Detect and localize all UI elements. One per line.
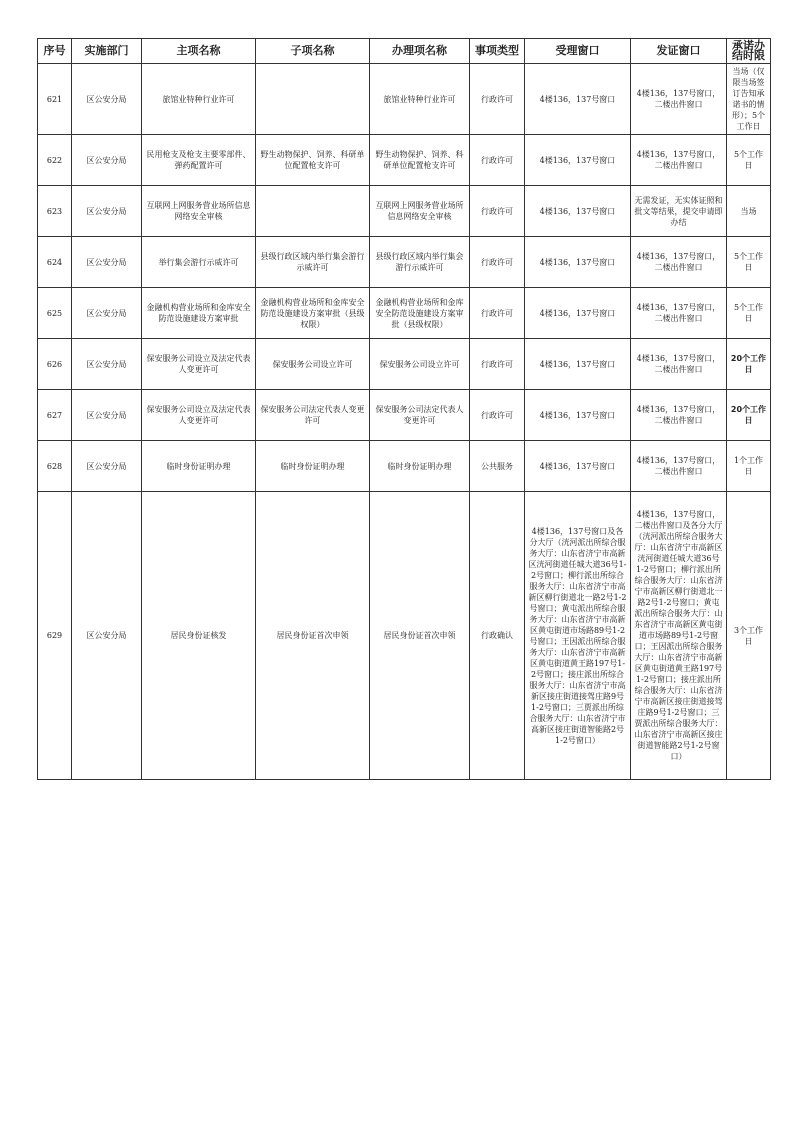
cell-dept: 区公安分局: [72, 288, 142, 339]
header-sub-item: 子项名称: [256, 39, 370, 64]
cell-main-item: 保安服务公司设立及法定代表人变更许可: [142, 390, 256, 441]
cell-type: 行政确认: [470, 492, 525, 780]
cell-dept: 区公安分局: [72, 339, 142, 390]
cell-seq: 623: [38, 186, 72, 237]
cell-seq: 627: [38, 390, 72, 441]
cell-promise: 5个工作日: [727, 288, 771, 339]
cell-issue-window: 4楼136，137号窗口，二楼出件窗口: [631, 339, 727, 390]
cell-promise: 5个工作日: [727, 237, 771, 288]
table-row: [38, 390, 771, 441]
table-row: [38, 339, 771, 390]
header-type: 事项类型: [470, 39, 525, 64]
cell-handle-item: 居民身份证首次申领: [370, 492, 470, 780]
cell-accept-window: 4楼136，137号窗口: [525, 64, 631, 135]
cell-accept-window: 4楼136，137号窗口: [525, 186, 631, 237]
cell-dept: 区公安分局: [72, 237, 142, 288]
header-accept-window: 受理窗口: [525, 39, 631, 64]
cell-handle-item: 县级行政区域内举行集会游行示威许可: [370, 237, 470, 288]
cell-promise: 3个工作日: [727, 492, 771, 780]
cell-main-item: 金融机构营业场所和金库安全防范设施建设方案审批: [142, 288, 256, 339]
cell-seq: 626: [38, 339, 72, 390]
cell-sub-item: 保安服务公司设立许可: [256, 339, 370, 390]
cell-seq: 629: [38, 492, 72, 780]
cell-handle-item: 金融机构营业场所和金库安全防范设施建设方案审批（县级权限）: [370, 288, 470, 339]
cell-issue-window: 无需发证，无实体证照和批文等结果，提交申请即办结: [631, 186, 727, 237]
cell-issue-window: 4楼136，137号窗口，二楼出件窗口: [631, 237, 727, 288]
cell-accept-window: 4楼136，137号窗口: [525, 288, 631, 339]
cell-handle-item: 保安服务公司法定代表人变更许可: [370, 390, 470, 441]
cell-main-item: 居民身份证核发: [142, 492, 256, 780]
cell-main-item: 旅馆业特种行业许可: [142, 64, 256, 135]
cell-seq: 624: [38, 237, 72, 288]
table-row: [38, 288, 771, 339]
cell-main-item: 互联网上网服务营业场所信息网络安全审核: [142, 186, 256, 237]
services-table: [37, 38, 771, 780]
table-row: [38, 186, 771, 237]
cell-issue-window: 4楼136，137号窗口，二楼出件窗口: [631, 64, 727, 135]
cell-accept-window: 4楼136，137号窗口: [525, 237, 631, 288]
cell-sub-item: 金融机构营业场所和金库安全防范设施建设方案审批（县级权限）: [256, 288, 370, 339]
table-row: [38, 64, 771, 135]
cell-issue-window: 4楼136，137号窗口，二楼出件窗口: [631, 288, 727, 339]
header-seq: 序号: [38, 39, 72, 64]
table-row: [38, 135, 771, 186]
cell-dept: 区公安分局: [72, 492, 142, 780]
cell-type: 行政许可: [470, 135, 525, 186]
table-row: [38, 441, 771, 492]
table-row: [38, 237, 771, 288]
cell-seq: 621: [38, 64, 72, 135]
cell-sub-item: 野生动物保护、饲养、科研单位配置枪支许可: [256, 135, 370, 186]
cell-handle-item: 旅馆业特种行业许可: [370, 64, 470, 135]
cell-dept: 区公安分局: [72, 390, 142, 441]
cell-sub-item: [256, 186, 370, 237]
cell-type: 行政许可: [470, 186, 525, 237]
header-issue-window: 发证窗口: [631, 39, 727, 64]
cell-sub-item: 居民身份证首次申领: [256, 492, 370, 780]
cell-promise: 20个工作日: [727, 339, 771, 390]
cell-seq: 625: [38, 288, 72, 339]
cell-promise: 1个工作日: [727, 441, 771, 492]
cell-dept: 区公安分局: [72, 135, 142, 186]
table-row: [38, 492, 771, 780]
cell-main-item: 举行集会游行示威许可: [142, 237, 256, 288]
cell-type: 行政许可: [470, 237, 525, 288]
cell-accept-window: 4楼136，137号窗口: [525, 390, 631, 441]
cell-accept-window: 4楼136，137号窗口及各分大厅（洸河派出所综合服务大厅：山东省济宁市高新区洸河街道任城大道36号1-2号窗口；柳行派出所综合服务大厅：山东省济宁市高新区柳行街道北一路2号1-2号窗口；黄屯派出所综合服务大厅：山东省济宁市高新区黄屯街道市场路89号1-2号窗口；王因派出所综合服务大厅：山东省济宁市高新区黄屯街道黄王路197号1-2号窗口；接庄派出所综合服务大厅：山东省济宁市高新区接庄街道接驾庄路9号1-2号窗口；三贾派出所综合服务大厅：山东省济宁市高新区接庄街道智能路2号1-2号窗口）: [525, 492, 631, 780]
cell-sub-item: [256, 64, 370, 135]
cell-type: 行政许可: [470, 64, 525, 135]
cell-main-item: 临时身份证明办理: [142, 441, 256, 492]
cell-dept: 区公安分局: [72, 64, 142, 135]
cell-main-item: 保安服务公司设立及法定代表人变更许可: [142, 339, 256, 390]
cell-handle-item: 野生动物保护、饲养、科研单位配置枪支许可: [370, 135, 470, 186]
cell-accept-window: 4楼136，137号窗口: [525, 135, 631, 186]
cell-promise: 当场（仅限当场签订告知承诺书的情形）；5个工作日: [727, 64, 771, 135]
cell-seq: 628: [38, 441, 72, 492]
cell-issue-window: 4楼136，137号窗口，二楼出件窗口: [631, 441, 727, 492]
header-dept: 实施部门: [72, 39, 142, 64]
cell-type: 行政许可: [470, 288, 525, 339]
header-promise: 承诺办结时限: [727, 39, 771, 64]
cell-handle-item: 互联网上网服务营业场所信息网络安全审核: [370, 186, 470, 237]
cell-handle-item: 临时身份证明办理: [370, 441, 470, 492]
cell-issue-window: 4楼136，137号窗口，二楼出件窗口及各分大厅（洸河派出所综合服务大厅：山东省济宁市高新区洸河街道任城大道36号1-2号窗口；柳行派出所综合服务大厅：山东省济宁市高新区柳行街道北一路2号1-2号窗口；黄屯派出所综合服务大厅：山东省济宁市高新区黄屯街道市场路89号1-2号窗口；王因派出所综合服务大厅：山东省济宁市高新区黄屯街道黄王路197号1-2号窗口；接庄派出所综合服务大厅：山东省济宁市高新区接庄街道接驾庄路9号1-2号窗口；三贾派出所综合服务大厅：山东省济宁市高新区接庄街道智能路2号1-2号窗口）: [631, 492, 727, 780]
cell-issue-window: 4楼136，137号窗口，二楼出件窗口: [631, 135, 727, 186]
cell-type: 公共服务: [470, 441, 525, 492]
cell-promise: 当场: [727, 186, 771, 237]
cell-accept-window: 4楼136，137号窗口: [525, 441, 631, 492]
cell-accept-window: 4楼136，137号窗口: [525, 339, 631, 390]
cell-seq: 622: [38, 135, 72, 186]
cell-sub-item: 临时身份证明办理: [256, 441, 370, 492]
cell-main-item: 民用枪支及枪支主要零部件、弹药配置许可: [142, 135, 256, 186]
cell-promise: 5个工作日: [727, 135, 771, 186]
cell-handle-item: 保安服务公司设立许可: [370, 339, 470, 390]
cell-sub-item: 县级行政区域内举行集会游行示威许可: [256, 237, 370, 288]
cell-dept: 区公安分局: [72, 441, 142, 492]
header-handle-item: 办理项名称: [370, 39, 470, 64]
cell-type: 行政许可: [470, 339, 525, 390]
cell-type: 行政许可: [470, 390, 525, 441]
cell-dept: 区公安分局: [72, 186, 142, 237]
cell-sub-item: 保安服务公司法定代表人变更许可: [256, 390, 370, 441]
header-main-item: 主项名称: [142, 39, 256, 64]
cell-issue-window: 4楼136，137号窗口，二楼出件窗口: [631, 390, 727, 441]
cell-promise: 20个工作日: [727, 390, 771, 441]
header-row: [38, 39, 771, 64]
